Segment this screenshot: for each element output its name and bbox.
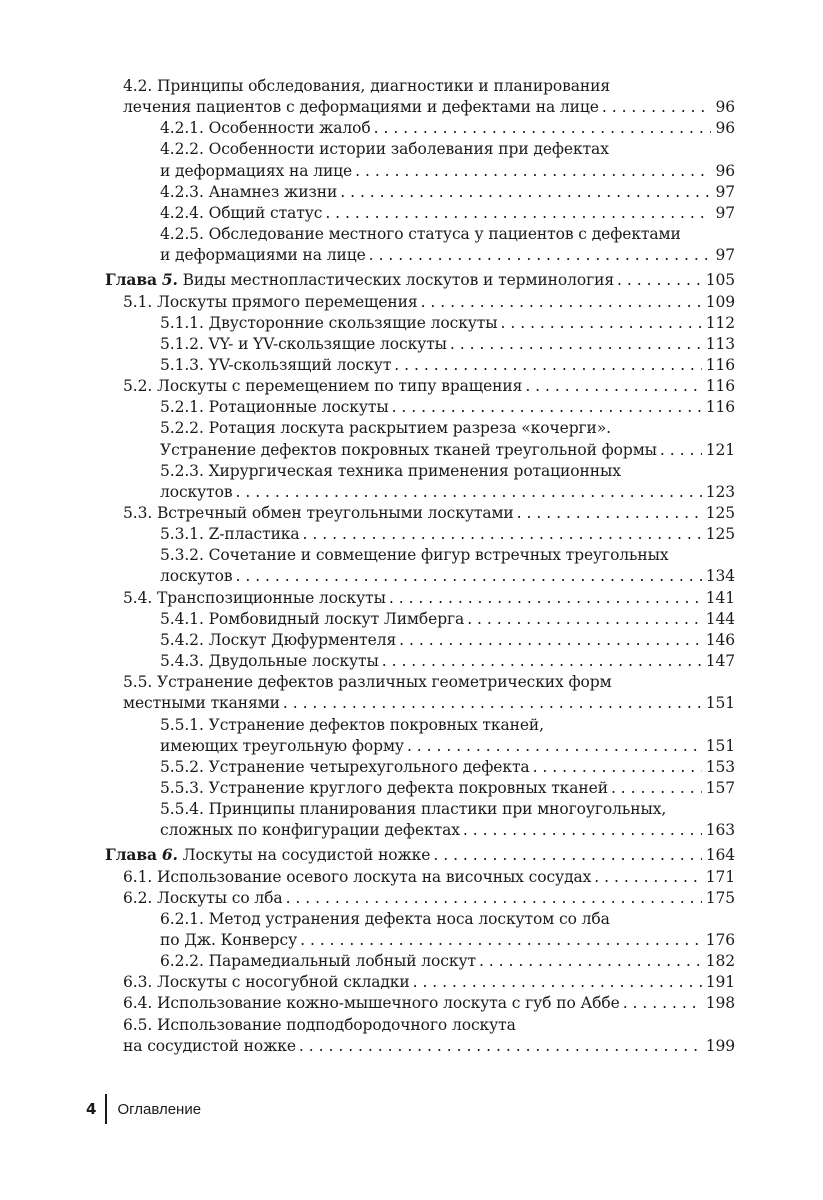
toc-entry-title [123,503,514,523]
toc-page-number: 151 [705,694,735,713]
dot-leader [611,778,702,798]
toc-title-text: 5.5.2. Устранение четырехугольного дефекта [160,757,530,776]
dot-leader [236,482,702,502]
toc-page-number: 97 [715,182,735,201]
toc-title-text: и деформациях на лице [160,161,353,180]
toc-title-text: 5.5.3. Устранение круглого дефекта покровных тканей [160,778,608,797]
dot-leader [392,397,702,417]
toc-entry [160,397,735,417]
toc-entry-line [160,418,735,438]
toc-entry-line [123,672,735,692]
toc-page-number: 164 [705,846,735,865]
toc-title-text: сложных по конфигурации дефектах [160,821,460,840]
toc-entry [123,693,735,713]
toc-entry-title [123,972,410,992]
toc-title-text: 4.2. Принципы обследования, диагностики и планирования [123,77,611,95]
toc-entry-title [123,673,612,691]
toc-entry-line [160,909,735,929]
dot-leader [450,334,702,354]
dot-leader [517,503,702,523]
toc-title-text: 5.1.1. Двусторонние скользящие лоскуты [160,313,498,332]
toc-title-text: 6.2. Лоскуты со лба [123,888,283,907]
dot-leader [407,736,702,756]
dot-leader [382,651,702,671]
toc-entry [123,376,735,396]
toc-entry-title [160,609,464,629]
dot-leader [623,993,702,1013]
toc-entry-title [123,376,522,396]
toc-page-number: 146 [705,630,735,649]
toc-page-number: 176 [705,931,735,949]
dot-leader [479,951,702,971]
toc-entry-title [160,951,476,971]
toc-page-number: 134 [705,567,735,586]
toc-entry [160,609,735,629]
toc-entry [123,888,735,908]
chapter-label: Глава [105,845,157,865]
dot-leader [374,118,712,138]
toc-page-number: 182 [705,952,735,971]
toc-entry [160,951,735,971]
toc-entry-title [160,225,681,243]
dot-leader [369,245,712,265]
toc-title-text: 5.5.4. Принципы планирования пластики при многоугольных, [160,800,667,819]
dot-leader [236,566,702,586]
toc-entry [160,313,735,333]
toc-title-text: 6.2.1. Метод устранения дефекта носа лоскутом со лба [160,909,610,928]
toc-entry [160,820,735,840]
toc-entry [123,292,735,312]
toc-entry [105,270,735,290]
toc-entry-title [160,419,611,437]
toc-entry-title [160,757,530,777]
toc-entry-title [105,270,614,290]
toc-entry [123,97,735,117]
toc-page-number: 116 [705,355,735,374]
toc-entry-title [160,397,389,417]
toc-page-number: 141 [705,588,735,607]
page-number: 4 [86,1100,97,1118]
toc-page-number: 125 [705,504,735,522]
toc-title-text: на сосудистой ножке [123,1036,296,1055]
toc-entry [123,972,735,992]
toc-entry [160,118,735,138]
toc-title-text: лоскутов [160,482,233,501]
toc-entry [160,182,735,202]
toc-page-number: 144 [705,609,735,628]
toc-entry-title [160,313,498,333]
toc-entry-title [160,800,666,818]
toc-entry-title [160,524,300,544]
toc-title-text: 6.1. Использование осевого лоскута на височных сосудах [123,867,592,886]
footer-divider [105,1094,107,1124]
dot-leader [413,972,702,992]
toc-entry-line [160,715,735,735]
toc-title-text: 4.2.2. Особенности истории заболевания при дефектах [160,140,609,159]
toc-title-text: 6.4. Использование кожно-мышечного лоскута с губ по Аббе [123,994,620,1013]
toc-title-text: 5.1.3. YV-скользящий лоскут [160,355,392,374]
toc-title-text: Виды местнопластических лоскутов и терминология [182,271,615,290]
dot-leader [300,930,702,950]
dot-leader [421,292,702,312]
dot-leader [594,867,701,887]
toc-entry [160,736,735,756]
toc-entry [160,778,735,798]
toc-page-number: 199 [705,1036,735,1055]
toc-page-number: 97 [715,203,735,222]
toc-entry-title [160,334,447,354]
dot-leader [501,313,702,333]
toc-entry-title [160,651,379,671]
toc-title-text: 6.2.2. Парамедиальный лобный лоскут [160,952,476,971]
toc-entry-title [123,867,591,887]
toc-title-text: 5.3.1. Z-пластика [160,525,300,544]
toc-entry [160,630,735,650]
dot-leader [286,888,702,908]
dot-leader [355,161,711,181]
toc-title-text: по Дж. Конверсу [160,931,298,949]
toc-entry-title [160,736,404,756]
toc-title-text: 5.2.2. Ротация лоскута раскрытием разреза «кочерги». [160,419,611,438]
toc-entry-line [160,139,735,159]
toc-page-number: 198 [705,994,735,1013]
toc-page-number: 113 [705,334,735,353]
toc-entry-line [160,545,735,565]
dot-leader [303,524,702,544]
toc-title-text: 5.1.2. VY- и YV-скользящие лоскуты [160,334,447,353]
toc-entry-title [123,888,283,908]
toc-title-text: 5.5.1. Устранение дефектов покровных тканей, [160,715,544,734]
toc-entry-title [160,462,621,480]
dot-leader [283,693,702,713]
toc-entry-title [160,440,657,460]
toc-entry-title [123,1016,516,1034]
toc-entry [160,245,735,265]
toc-title-text: Устранение дефектов покровных тканей треугольной формы [160,440,657,459]
toc-title-text: и деформациями на лице [160,246,366,265]
toc-title-text: 5.2. Лоскуты с перемещением по типу вращения [123,377,523,396]
toc-entry [160,355,735,375]
toc-title-text: 5.4.3. Двудольные лоскуты [160,652,379,671]
toc-entry [160,566,735,586]
toc-page-number: 163 [705,821,735,840]
dot-leader [660,440,702,460]
toc-title-text: 4.2.1. Особенности жалоб [160,119,371,138]
toc-page-number: 151 [705,736,735,755]
toc-entry [160,334,735,354]
dot-leader [602,97,712,117]
toc-title-text: 4.2.5. Обследование местного статуса у пациентов с дефектами [160,225,681,244]
toc-entry [160,440,735,460]
toc-entry-title [160,355,391,375]
toc-entry-title [123,993,620,1013]
toc-title-text: 6.5. Использование подподбородочного лоскута [123,1015,516,1034]
toc-entry [123,1036,735,1056]
dot-leader [399,630,702,650]
toc-entry-title [160,630,396,650]
dot-leader [389,588,702,608]
toc-entry-line [160,224,735,244]
toc-entry [160,524,735,544]
toc-title-text: 4.2.4. Общий статус [160,203,323,222]
chapter-label: Глава [105,270,157,290]
toc-entry-line [123,1015,735,1035]
chapter-number: 5. [161,270,178,290]
toc-page-number: 125 [705,525,735,544]
toc-entry [160,930,735,950]
dot-leader [325,203,711,223]
dot-leader [394,355,701,375]
toc-title-text: 5.2.3. Хирургическая техника применения ротационных [160,461,621,480]
toc-title-text: 5.2.1. Ротационные лоскуты [160,398,389,417]
toc-entry [123,867,735,887]
toc-entry [160,203,735,223]
chapter-number: 6. [161,845,178,865]
toc-entry-title [160,118,371,138]
toc-title-text: Лоскуты на сосудистой ножке [182,846,431,865]
dot-leader [525,376,701,396]
toc-page-number: 96 [715,98,735,117]
toc-entry [160,161,735,181]
toc-title-text: 5.3. Встречный обмен треугольными лоскутами [123,504,514,522]
toc-entry [105,845,735,865]
toc-title-text: имеющих треугольную форму [160,736,404,755]
toc-entry-title [160,566,233,586]
toc-entry-title [160,778,608,798]
toc-title-text: 5.4.1. Ромбовидный лоскут Лимберга [160,609,465,628]
toc-title-text: 5.4. Транспозиционные лоскуты [123,588,386,607]
toc-entry-title [160,182,337,202]
toc-entry-title [123,97,599,117]
page-footer [86,1094,201,1124]
toc-entry [160,651,735,671]
toc-title-text: 4.2.3. Анамнез жизни [160,182,338,201]
toc-page-number: 116 [705,377,735,396]
toc-page-number: 123 [705,482,735,501]
toc-entry-title [160,245,366,265]
dot-leader [533,757,702,777]
toc-entry [160,482,735,502]
dot-leader [340,182,711,202]
toc-page-number: 157 [705,778,735,797]
toc-entry-line [160,799,735,819]
toc-entry-title [160,930,297,950]
toc-title-text: 6.3. Лоскуты с носогубной складки [123,973,410,992]
toc-entry-title [160,546,669,564]
toc-entry [123,588,735,608]
toc-page-number: 121 [705,440,735,459]
toc-page-number: 191 [705,973,735,992]
toc-page-number: 105 [705,271,735,290]
toc-entry [123,503,735,523]
toc-page-number: 96 [715,161,735,180]
toc-page-number: 147 [705,652,735,671]
toc-page-number: 96 [715,119,735,138]
toc-page-number: 116 [705,398,735,417]
toc-title-text: лечения пациентов с деформациями и дефектами на лице [123,98,599,117]
toc-title-text: 5.4.2. Лоскут Дюфурментеля [160,630,397,649]
toc-entry-title [123,588,386,608]
toc-page-number: 112 [705,313,735,332]
toc-page-number: 175 [705,888,735,907]
dot-leader [467,609,702,629]
toc-title-text: 5.3.2. Сочетание и совмещение фигур встречных треугольных [160,546,669,565]
toc-entry-title [160,910,610,928]
toc-page-number: 109 [705,292,735,311]
dot-leader [433,845,701,865]
toc-title-text: 5.5. Устранение дефектов различных геометрических форм [123,673,612,692]
toc-page-number: 153 [705,757,735,776]
toc-page-number: 97 [715,246,735,265]
toc-entry [160,757,735,777]
toc-entry-line [160,461,735,481]
toc-entry-title [160,482,233,502]
toc-entry [123,993,735,1013]
toc-entry-title [160,716,544,734]
toc-page-number: 171 [705,867,735,886]
toc-title-text: лоскутов [160,567,233,586]
toc-entry-title [160,820,460,840]
dot-leader [299,1036,702,1056]
toc-entry-line [123,76,735,96]
dot-leader [463,820,702,840]
toc-entry-title [123,77,610,95]
dot-leader [617,270,702,290]
toc-title-text: 5.1. Лоскуты прямого перемещения [123,292,418,311]
section-label: Оглавление [117,1100,202,1118]
toc-entry-title [160,140,609,158]
toc-entry-title [105,845,430,865]
toc-entry-title [123,693,280,713]
toc-entry-title [123,292,418,312]
toc-entry-title [160,203,322,223]
toc-entry-title [123,1036,296,1056]
toc-title-text: местными тканями [123,694,280,713]
toc-entry-title [160,161,352,181]
